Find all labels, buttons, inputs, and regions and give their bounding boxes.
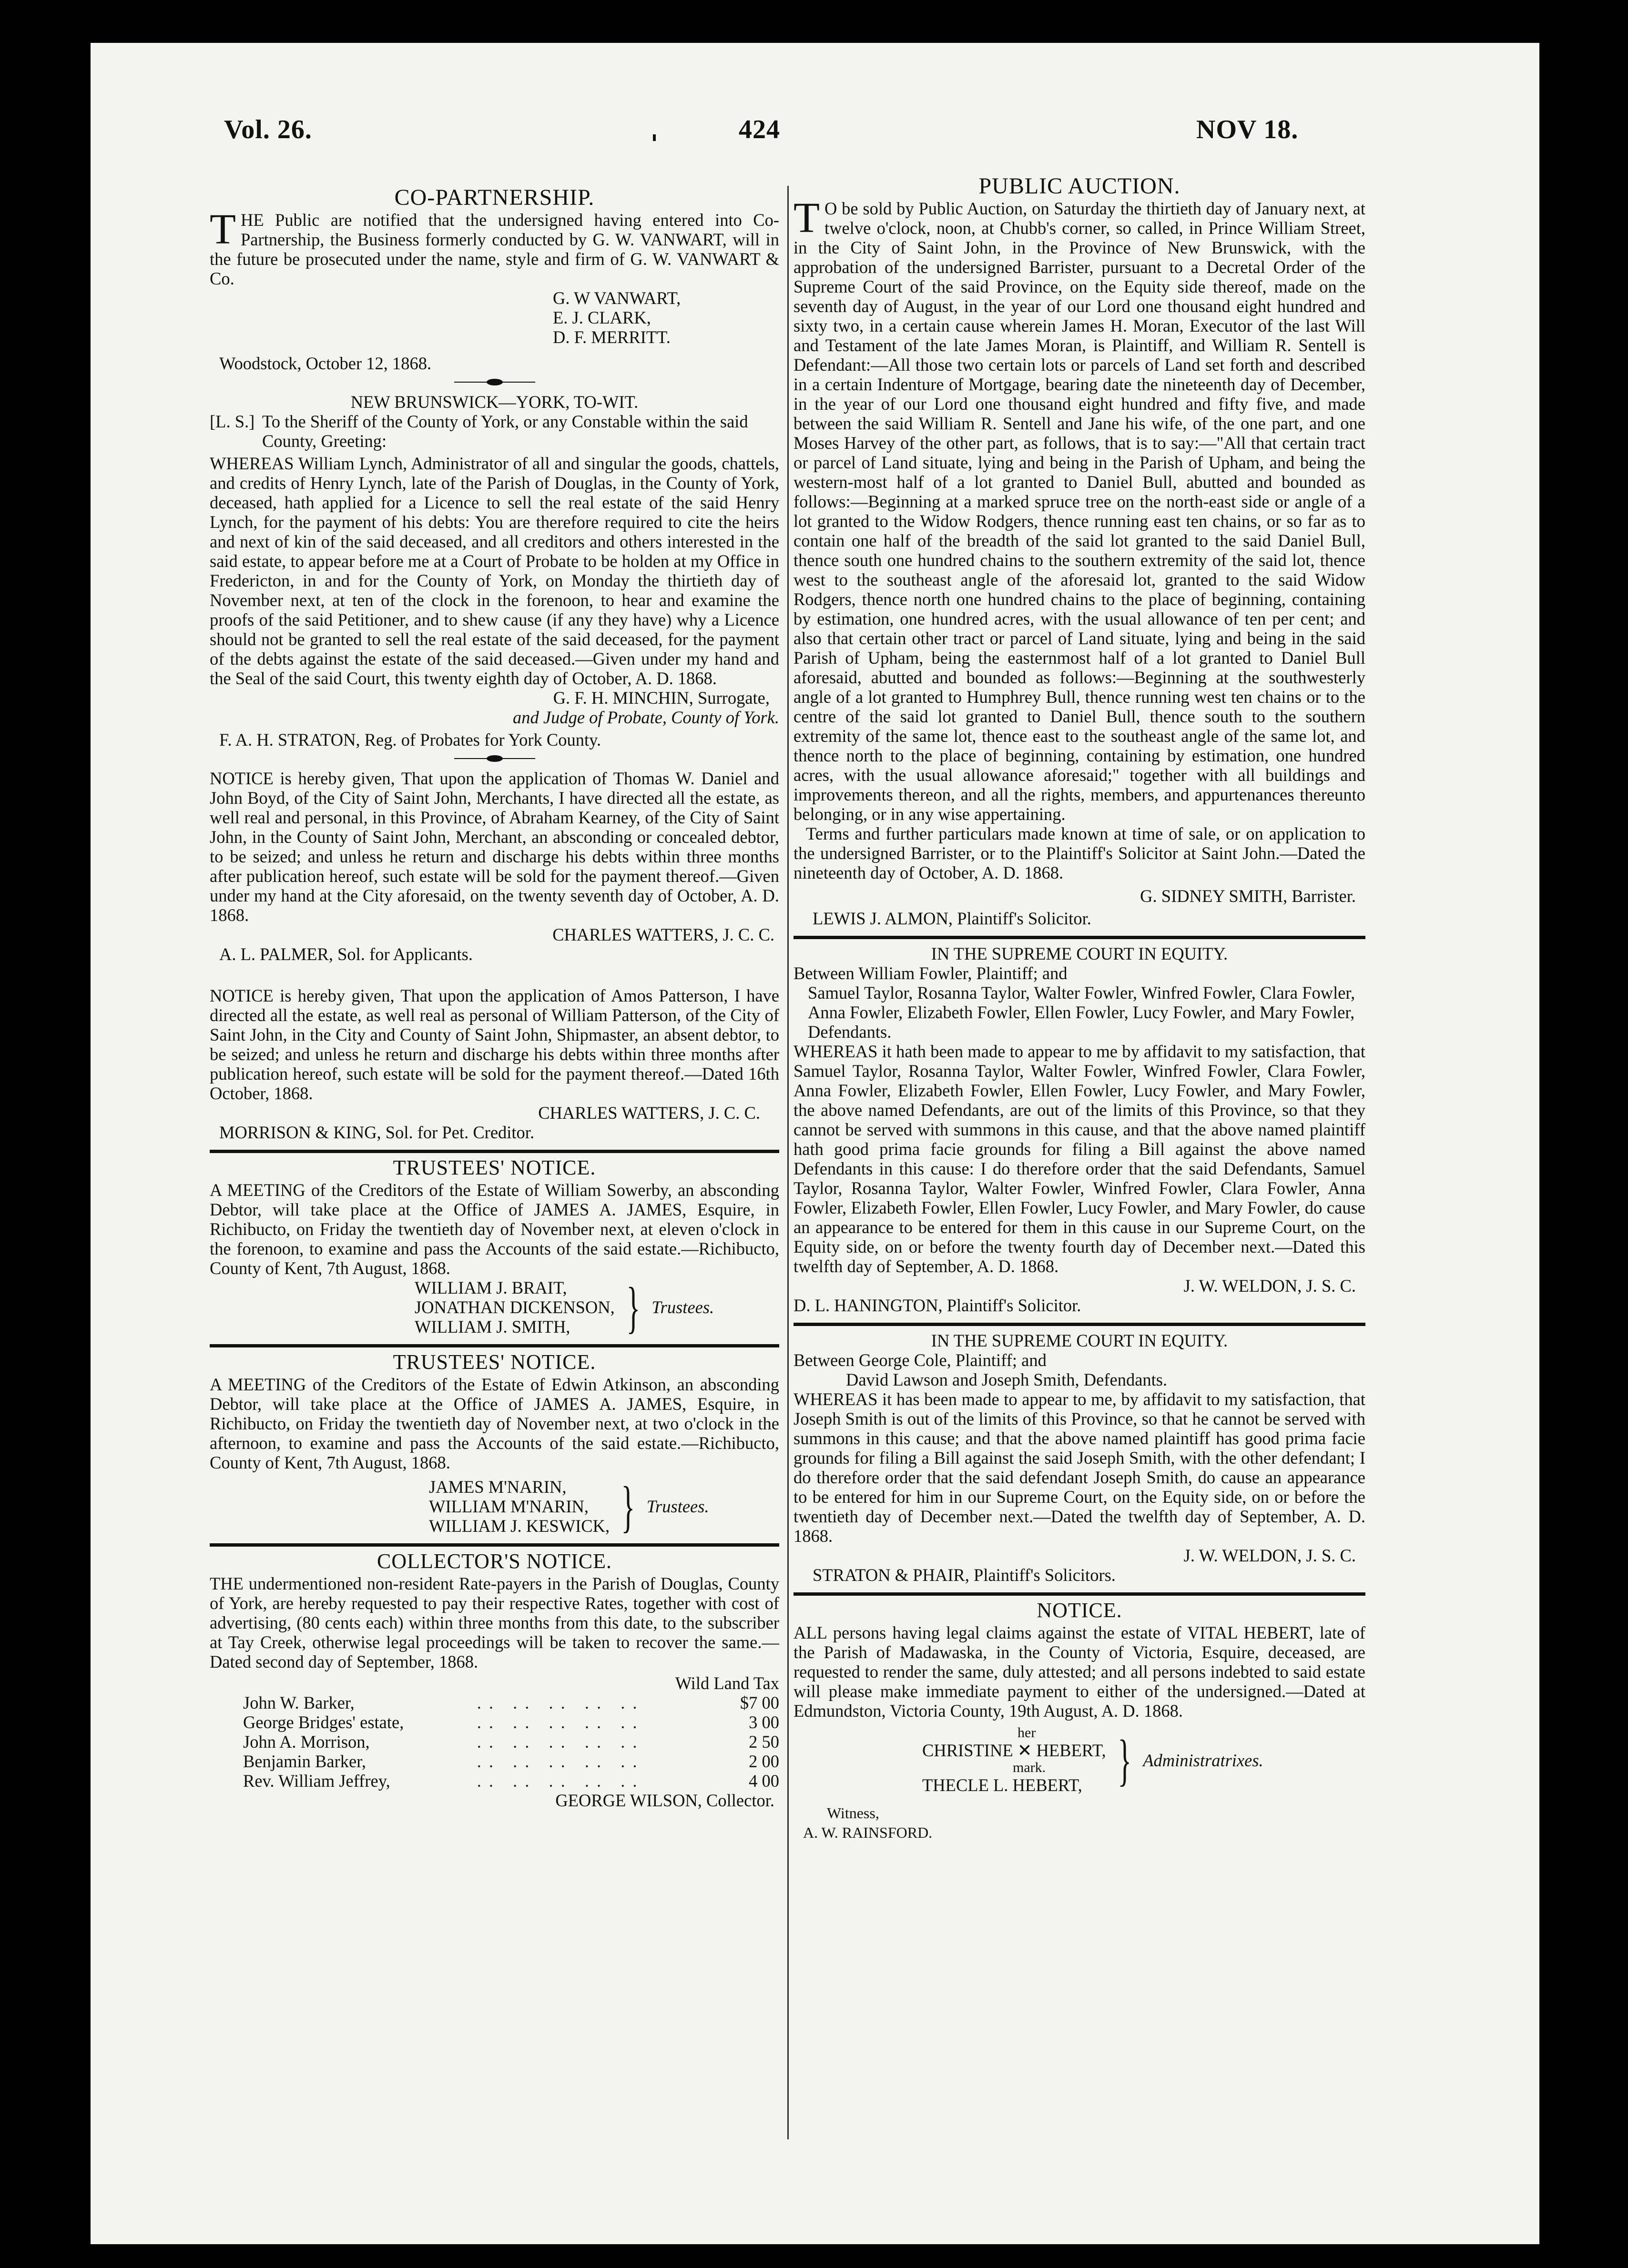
drop-cap: T — [210, 206, 236, 253]
tax-amount: 4 00 — [749, 1771, 779, 1791]
right-column — [794, 173, 1365, 1843]
rate-table — [210, 1693, 779, 1791]
table-row — [210, 1771, 779, 1791]
collectors-notice — [210, 1551, 779, 1810]
auction-terms: Terms and further particulars made known at time of sale, or on application to the undersigned Barrister, or to the Plaintiff's Solicitor at Saint John.—Dated the nineteenth day of October, A. D. 1868. — [794, 824, 1365, 882]
equity-2-title: IN THE SUPREME COURT IN EQUITY. — [931, 1331, 1228, 1350]
print-mark — [653, 134, 656, 141]
witness-name: A. W. RAINSFORD. — [803, 1824, 933, 1841]
york-probate-notice — [210, 392, 779, 749]
drop-cap: T — [794, 194, 820, 242]
trustees-2-title: TRUSTEES' NOTICE. — [393, 1350, 596, 1374]
equity-2-body: WHEREAS it has been made to appear to me, by affidavit to my satisfaction, that Joseph Smith is out of the limits of this Province, so that he cannot be served with summons in this cause; and that the above named plaintiff has good prima facie grounds for filing a Bill against the said Joseph Smith, with the other defendant; I do therefore order that the said defendant Joseph Smith, do cause an appearance to be entered for him in our Supreme Court, on the Equity side, on or before the twentieth day of December next.—Dated the twelfth day of September, A. D. 1868. — [794, 1389, 1365, 1546]
signer-merritt: D. F. MERRITT. — [553, 327, 671, 347]
york-title: NEW BRUNSWICK—YORK, TO-WIT. — [350, 392, 639, 412]
leader-dots: .. .. .. .. .. — [477, 1732, 645, 1752]
section-rule — [794, 1592, 1365, 1596]
table-row — [210, 1732, 779, 1752]
hebert-body: ALL persons having legal claims against the estate of VITAL HEBERT, late of the Parish of Madawaska, in the County of Victoria, Esquire, deceased, are requested to render the same, duly attested; and all persons indebted to said estate will please make immediate payment to either of the undersigned.—Dated at Edmundston, Victoria County, 19th August, A. D. 1868. — [794, 1623, 1365, 1721]
leader-dots: .. .. .. .. .. — [477, 1771, 645, 1791]
copartnership-title: CO-PARTNERSHIP. — [394, 185, 595, 210]
auction-title: PUBLIC AUCTION. — [978, 173, 1180, 199]
administratrix-name: CHRISTINE ✕ HEBERT, — [922, 1741, 1106, 1760]
leader-dots: .. .. .. .. .. — [477, 1712, 645, 1732]
copartnership-body: HE Public are notified that the undersigned having entered into Co-Partnership, the Business formerly conducted by G. W. VANWART, will in the future be prosecuted under the name, style and firm of G. W. VANWART & Co. — [210, 210, 779, 288]
trustee-name: WILLIAM J. KESWICK, — [429, 1516, 610, 1536]
patterson-notice — [210, 986, 779, 1142]
auction-solicitor: LEWIS J. ALMON, Plaintiff's Solicitor. — [813, 909, 1091, 928]
witness-label: Witness, — [827, 1804, 879, 1822]
equity-1-signer: J. W. WELDON, J. S. C. — [1183, 1276, 1356, 1296]
equity-1-defendants: Samuel Taylor, Rosanna Taylor, Walter Fowler, Winfred Fowler, Clara Fowler, Anna Fowler, Elizabeth Fowler, Ellen Fowler, Lucy Fowler, and Mary Fowler, Defendants. — [808, 983, 1355, 1042]
trustee-name: WILLIAM J. SMITH, — [415, 1317, 570, 1336]
ratepayer-name: John A. Morrison, — [243, 1732, 370, 1752]
trustees-notice-1 — [210, 1156, 779, 1339]
daniel-boyd-body: NOTICE is hereby given, That upon the application of Thomas W. Daniel and John Boyd, of the City of Saint John, Merchants, I have directed all the estate, as well real and personal, in this Province, of Abraham Kearney, of the City of Saint John, in the County of Saint John, Merchant, an absconding or concealed debtor, to be seized; and unless he return and discharge his debts within three months after publication hereof, such estate will be sold for the payment thereof.—Given under my hand at the City aforesaid, on the twenty seventh day of October, A. D. 1868. — [210, 769, 779, 925]
copartnership-dateline: Woodstock, October 12, 1868. — [219, 354, 432, 373]
equity-notice-fowler — [794, 944, 1365, 1315]
daniel-boyd-notice — [210, 769, 779, 964]
ornament-divider — [454, 379, 535, 385]
equity-1-solicitor: D. L. HANINGTON, Plaintiff's Solicitor. — [794, 1296, 1081, 1315]
patterson-solicitor: MORRISON & KING, Sol. for Pet. Creditor. — [219, 1123, 535, 1142]
trustee-name: WILLIAM M'NARIN, — [429, 1497, 589, 1516]
collector-signer: GEORGE WILSON, Collector. — [555, 1791, 774, 1810]
equity-2-signer: J. W. WELDON, J. S. C. — [1183, 1546, 1356, 1565]
equity-2-parties: Between George Cole, Plaintiff; and — [794, 1350, 1047, 1370]
hebert-title: NOTICE. — [1037, 1599, 1122, 1622]
trustees-label: Trustees. — [646, 1497, 709, 1516]
equity-2-defendants: David Lawson and Joseph Smith, Defendants. — [846, 1370, 1168, 1389]
table-row — [210, 1712, 779, 1732]
brace-glyph: } — [1118, 1728, 1131, 1792]
trustee-name: JAMES M'NARIN, — [429, 1477, 567, 1497]
issue-date: NOV 18. — [1196, 115, 1299, 144]
administratrix-name: THECLE L. HEBERT, — [922, 1775, 1082, 1795]
column-divider — [787, 186, 789, 2139]
volume-label: Vol. 26. — [224, 115, 312, 144]
york-signer: G. F. H. MINCHIN, Surrogate, — [553, 688, 770, 708]
auction-signer: G. SIDNEY SMITH, Barrister. — [1140, 886, 1356, 906]
trustees-label: Trustees. — [651, 1297, 714, 1317]
administratrixes-label: Administratrixes. — [1143, 1750, 1263, 1770]
signer-clark: E. J. CLARK, — [553, 308, 651, 327]
collector-title: COLLECTOR'S NOTICE. — [376, 1549, 612, 1573]
seal-label: [L. S.] — [210, 412, 255, 431]
tax-amount: 2 00 — [749, 1752, 779, 1771]
page-number: 424 — [739, 115, 780, 144]
copartnership-notice — [210, 185, 779, 373]
brace-glyph: } — [626, 1275, 640, 1339]
daniel-boyd-solicitor: A. L. PALMER, Sol. for Applicants. — [219, 944, 473, 964]
tax-column-header: Wild Land Tax — [675, 1673, 779, 1693]
trustee-name: WILLIAM J. BRAIT, — [415, 1278, 567, 1297]
trustees-notice-2 — [210, 1352, 779, 1536]
mark-label: mark. — [1013, 1760, 1046, 1775]
hebert-estate-notice — [794, 1600, 1365, 1843]
table-row — [210, 1693, 779, 1712]
trustees-1-title: TRUSTEES' NOTICE. — [393, 1156, 596, 1179]
trustees-1-body: A MEETING of the Creditors of the Estate of William Sowerby, an absconding Debtor, will take place at the Office of JAMES A. JAMES, Esquire, in Richibucto, on Friday the twentieth day of November next, at eleven o'clock in the forenoon, to examine and pass the Accounts of the said estate.—Richibucto, County of Kent, 7th August, 1868. — [210, 1180, 779, 1278]
york-signer-title: and Judge of Probate, County of York. — [513, 708, 779, 727]
equity-notice-cole — [794, 1331, 1365, 1585]
trustees-2-body: A MEETING of the Creditors of the Estate of Edwin Atkinson, an absconding Debtor, will take place at the Office of JAMES A. JAMES, Esquire, in Richibucto, on Friday the twentieth day of November next, at two o'clock in the afternoon, to examine and pass the Accounts of the said estate.—Richibucto, County of Kent, 7th August, 1868. — [210, 1375, 779, 1472]
tax-amount: 3 00 — [749, 1712, 779, 1732]
section-rule — [794, 1323, 1365, 1326]
her-label: her — [1018, 1725, 1036, 1741]
section-rule — [210, 1150, 779, 1153]
section-rule — [210, 1344, 779, 1347]
tax-amount: $7 00 — [740, 1693, 779, 1712]
public-auction-notice — [794, 173, 1365, 928]
trustee-name: JONATHAN DICKENSON, — [415, 1297, 615, 1317]
auction-body: O be sold by Public Auction, on Saturday the thirtieth day of January next, at twelve o'clock, noon, at Chubb's corner, so called, in Prince William Street, in the City of Saint John, in the Province of New Brunswick, with the approbation of the undersigned Barrister, pursuant to a Decretal Order of the Supreme Court of the said Province, on the Equity side thereof, made on the seventh day of August, in the year of our Lord one thousand eight hundred and sixty two, in a certain cause wherein James H. Moran, Executor of the last Will and Testament of the late James Moran, is Plaintiff, and William R. Sentell is Defendant:—All those two certain lots or parcels of Land set forth and described in a certain Indenture of Mortgage, bearing date the nineteenth day of December, in the year of our Lord one thousand eight hundred and fifty five, and made between the said William R. Sentell and Jane his wife, of the one part, and one Moses Harvey of the other part, as follows, that is to say:—"All that certain tract or parcel of Land situate, lying and being in the Parish of Upham, and being the western-most half of a lot granted to Daniel Bull, abutted and bounded as follows:—Beginning at a marked spruce tree on the north-east side or angle of a lot granted to the Widow Rodgers, thence running east ten chains, or so far as to contain one half of the breadth of the said lot granted to the said Daniel Bull, thence south one hundred chains to the southern extremity of the said lot, thence west to the southeast angle of the aforesaid lot, granted to the said Widow Rodgers, thence north one hundred chains to the place of beginning, containing by estimation, one hundred acres, with the usual allowance of ten per cent; and also that certain other tract or parcel of Land situate, lying and being in the said Parish of Upham, being the easternmost half of a lot granted to Daniel Bull aforesaid, abutted and bounded as follows:—Beginning at the southwesterly angle of a lot granted to Humphrey Bull, thence running west ten chains or to the centre of the said lot granted to Daniel Bull, thence south to the southern extremity of the same lot, thence east to the southeast angle of the same lot, and thence north to the place of beginning, containing by estimation, one hundred acres, with the usual allowance aforesaid;" together with all buildings and improvements thereon, and all the rights, members, and appurtenances thereunto belonging, or in any wise appertaining. — [794, 199, 1365, 824]
brace-glyph: } — [621, 1474, 635, 1538]
york-registrar: F. A. H. STRATON, Reg. of Probates for York County. — [219, 730, 601, 749]
equity-1-parties: Between William Fowler, Plaintiff; and — [794, 963, 1068, 983]
equity-2-solicitor: STRATON & PHAIR, Plaintiff's Solicitors. — [813, 1565, 1116, 1585]
leader-dots: .. .. .. .. .. — [477, 1693, 645, 1712]
york-body: WHEREAS William Lynch, Administrator of all and singular the goods, chattels, and credits of Henry Lynch, late of the Parish of Douglas, in the County of York, deceased, hath applied for a Licence to sell the real estate of the said Henry Lynch, for the payment of his debts: You are therefore required to cite the heirs and next of kin of the said deceased, and all creditors and others interested in the said estate, to appear before me at a Court of Probate to be holden at my Office in Fredericton, in and for the County of York, on Monday the thirtieth day of November next, at ten of the clock in the forenoon, to hear and examine the proofs of the said Petitioner, and to shew cause (if any they have) why a Licence should not be granted to sell the real estate of the said deceased, for the payment of the debts against the estate of the said deceased.—Given under my hand and the Seal of the said Court, this twenty eighth day of October, A. D. 1868. — [210, 454, 779, 688]
ratepayer-name: George Bridges' estate, — [243, 1712, 404, 1732]
ornament-divider — [454, 755, 535, 762]
patterson-signer: CHARLES WATTERS, J. C. C. — [538, 1103, 760, 1123]
york-address: To the Sheriff of the County of York, or any Constable within the said County, Greeting: — [262, 412, 748, 451]
ratepayer-name: Benjamin Barker, — [243, 1752, 366, 1771]
ratepayer-name: John W. Barker, — [243, 1693, 355, 1712]
section-rule — [794, 936, 1365, 939]
tax-amount: 2 50 — [749, 1732, 779, 1752]
signer-vanwart: G. W VANWART, — [553, 288, 681, 308]
equity-1-body: WHEREAS it hath been made to appear to me by affidavit to my satisfaction, that Samuel Taylor, Rosanna Taylor, Walter Fowler, Winfred Fowler, Clara Fowler, Anna Fowler, Elizabeth Fowler, Ellen Fowler, Lucy Fowler, and Mary Fowler, the above named Defendants, are out of the limits of this Province, so that they cannot be served with summons in this cause, and that the above named plaintiff hath good prima facie grounds for filing a Bill against the above named Defendants in this cause: I do therefore order that the said Defendants, Samuel Taylor, Rosanna Taylor, Walter Fowler, Winfred Fowler, Clara Fowler, Anna Fowler, Elizabeth Fowler, Ellen Fowler, Lucy Fowler, and Mary Fowler, do cause an appearance to be entered for them in this cause in our Supreme Court, on the Equity side, on or before the twenty fourth day of December next.—Dated this twelfth day of September, A. D. 1868. — [794, 1042, 1365, 1276]
left-column — [210, 186, 779, 1810]
leader-dots: .. .. .. .. .. — [477, 1752, 645, 1771]
table-row — [210, 1752, 779, 1771]
gazette-page — [91, 43, 1539, 2244]
section-rule — [210, 1543, 779, 1547]
daniel-boyd-signer: CHARLES WATTERS, J. C. C. — [552, 925, 774, 944]
collector-body: THE undermentioned non-resident Rate-payers in the Parish of Douglas, County of York, are hereby requested to pay their respective Rates, together with cost of advertising, (80 cents each) within three months from this date, to the subscriber at Tay Creek, otherwise legal proceedings will be taken to recover the same.—Dated second day of September, 1868. — [210, 1574, 779, 1671]
ratepayer-name: Rev. William Jeffrey, — [243, 1771, 390, 1791]
equity-1-title: IN THE SUPREME COURT IN EQUITY. — [931, 944, 1228, 963]
patterson-body: NOTICE is hereby given, That upon the application of Amos Patterson, I have directed all the estate, as well real as personal of William Patterson, of the City of Saint John, in the City and County of Saint John, Shipmaster, an absent debtor, to be seized; and unless he return and discharge his debts within three months after publication hereof, such estate will be sold for the payment thereof.—Dated 16th October, 1868. — [210, 986, 779, 1103]
